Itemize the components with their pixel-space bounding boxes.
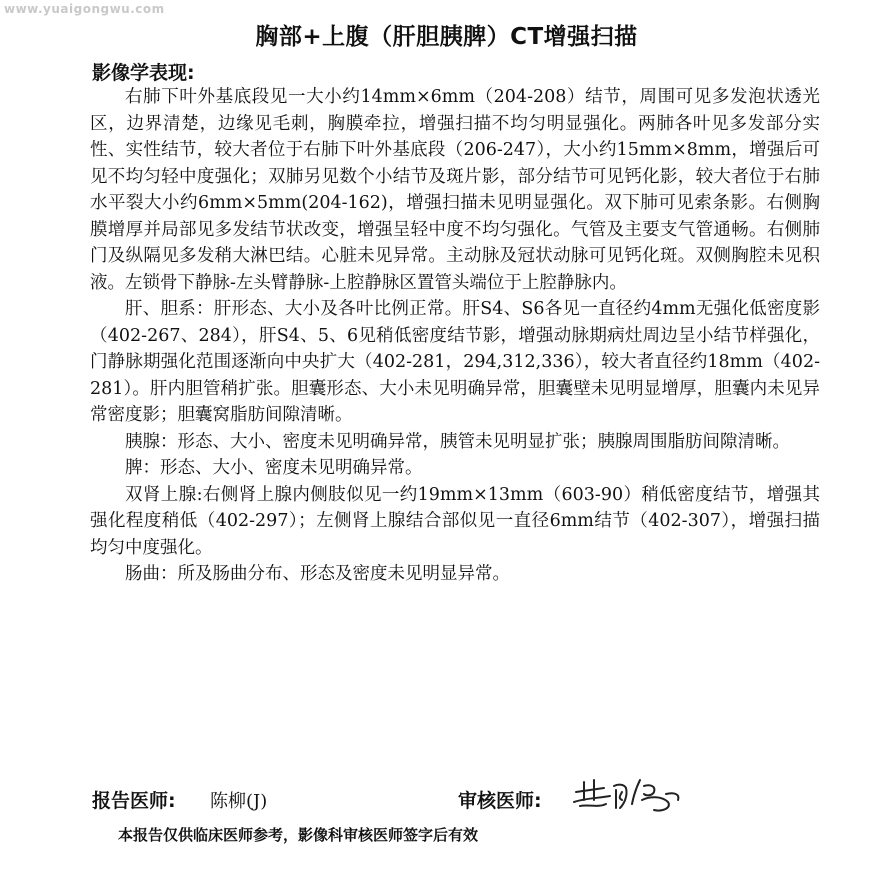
findings-heading: 影像学表现: xyxy=(92,62,195,84)
findings-paragraph-adrenal: 双肾上腺:右侧肾上腺内侧肢似见一约19mm×13mm（603-90）稍低密度结节，增强其强化程度稍低（402-297）；左侧肾上腺结合部似见一直径6mm结节（402-307），增强扫描均匀中度强化。 xyxy=(90,484,820,558)
reporter-label: 报告医师: xyxy=(92,790,176,812)
reporter-name: 陈柳(J) xyxy=(210,791,268,812)
findings-paragraph-liver: 肝、胆系：肝形态、大小及各叶比例正常。肝S4、S6各见一直径约4mm无强化低密度影（402-267、284），肝S4、5、6见稍低密度结节影，增强动脉期病灶周边呈小结节样强化，门静脉期强化范围逐渐向中央扩大（402-281，294,312,336），较大者直径约18mm（402-281）。肝内胆管稍扩张。胆囊形态、大小未见明确异常，胆囊壁未见明显增厚，胆囊内未见异常密度影；胆囊窝脂肪间隙清晰。 xyxy=(90,299,820,425)
disclaimer: 本报告仅供临床医师参考，影像科审核医师签字后有效 xyxy=(118,826,479,844)
findings-paragraph-bowel: 肠曲：所及肠曲分布、形态及密度未见明显异常。 xyxy=(125,564,510,584)
report-title: 胸部+上腹（肝胆胰脾）CT增强扫描 xyxy=(255,24,638,50)
watermark: www.yuaigongwu.com xyxy=(4,2,165,16)
findings-body xyxy=(90,84,820,588)
findings-paragraph-spleen: 脾：形态、大小、密度未见明确异常。 xyxy=(125,458,423,478)
findings-paragraph-pancreas: 胰腺：形态、大小、密度未见明确异常，胰管未见明显扩张；胰腺周围脂肪间隙清晰。 xyxy=(125,431,790,452)
reviewer-signature xyxy=(570,774,710,818)
signature-row xyxy=(92,786,812,816)
findings-paragraph-chest: 右肺下叶外基底段见一大小约14mm×6mm（204-208）结节，周围可见多发泡状透光区，边界清楚，边缘见毛刺，胸膜牵拉，增强扫描不均匀明显强化。两肺各叶见多发部分实性、实性结节，较大者位于右肺下叶外基底段（206-247），大小约15mm×8mm，增强后可见不均匀轻中度强化；双肺另见数个小结节及斑片影，部分结节可见钙化影，较大者位于右肺水平裂大小约6mm×5mm(204-162)，增强扫描未见明显强化。双下肺可见索条影。右侧胸膜增厚并局部见多发结节状改变，增强呈轻中度不均匀强化。气管及主要支气管通畅。右侧肺门及纵隔见多发稍大淋巴结。心脏未见异常。主动脉及冠状动脉可见钙化斑。双侧胸腔未见积液。左锁骨下静脉-左头臂静脉-上腔静脉区置管头端位于上腔静脉内。 xyxy=(90,87,820,293)
reviewer-label: 审核医师: xyxy=(458,790,542,812)
